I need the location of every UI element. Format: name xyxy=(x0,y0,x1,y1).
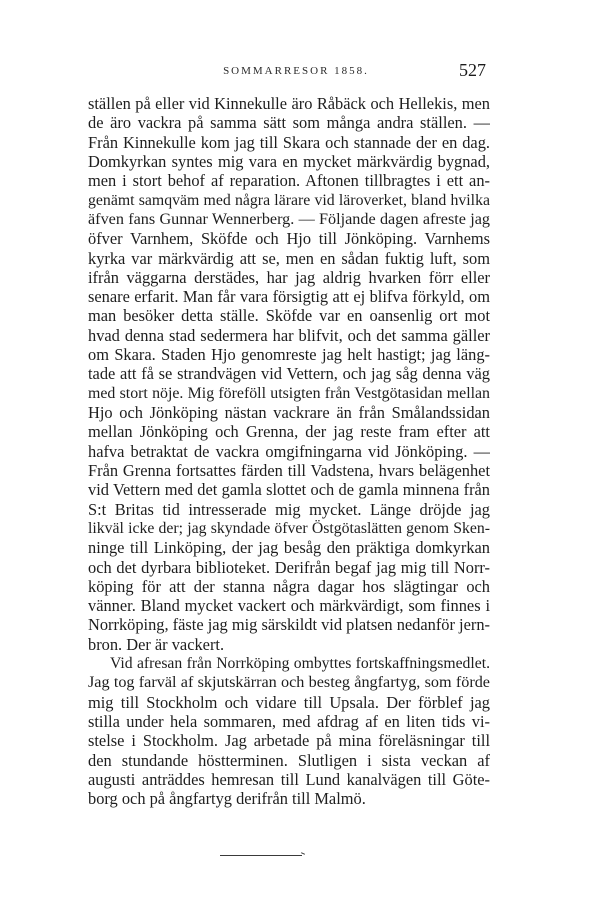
text-line: Från Grenna fortsattes färden till Vadstena, hvars belägenhet xyxy=(88,460,490,480)
text-line: stilla under hela sommaren, med afdrag af en liten tids vi- xyxy=(88,712,490,731)
text-line: man besöker detta ställe. Sköfde var en oansenlig ort mot xyxy=(88,306,490,326)
paragraph-end-line: borg och på ångfartyg derifrån till Malmö. xyxy=(88,789,366,809)
text-line: genämt samqväm med några lärare vid läroverket, bland hvilka xyxy=(88,191,490,209)
end-rule-divider xyxy=(220,855,302,856)
text-line: ifrån väggarna derstädes, har jag aldrig hvarken förr eller xyxy=(88,267,490,287)
page-number: 527 xyxy=(459,60,486,80)
text-line: Från Kinnekulle kom jag till Skara och stannade der en dag. xyxy=(88,132,490,152)
text-line: S:t Britas tid intresserade mig mycket. Länge dröjde jag xyxy=(88,499,490,519)
text-line: om Skara. Staden Hjo genomreste jag helt hastigt; jag läng- xyxy=(88,345,490,365)
text-line: den stundande höstterminen. Slutligen i sista veckan af xyxy=(88,750,490,770)
text-line: och det dyrbara biblioteket. Derifrån begaf jag mig till Norr- xyxy=(88,557,490,577)
text-line: augusti anträddes hemresan till Lund kanalvägen till Göte- xyxy=(88,769,490,789)
paragraph-first-line: Vid afresan från Norrköping ombyttes fortskaffningsmedlet. xyxy=(110,655,490,673)
text-line: hafva betraktat de vackra omgifningarna vid Jönköping. — xyxy=(88,441,490,461)
text-line: mellan Jönköping och Grenna, der jag reste fram efter att xyxy=(88,422,490,442)
text-line: ninge till Linköping, der jag besåg den präktiga domkyrkan xyxy=(88,538,490,558)
text-line: öfver Varnhem, Sköfde och Hjo till Jönköping. Varnhems xyxy=(88,229,490,249)
body-text xyxy=(88,94,490,809)
text-line: senare erfarit. Man får vara försigtig att ej blifva förkyld, om xyxy=(88,287,490,307)
text-line: tade att få se strandvägen vid Vettern, och jag såg denna väg xyxy=(88,364,490,384)
text-line: vid Vettern med det gamla slottet och de gamla minnena från xyxy=(88,480,490,500)
text-line: stelse i Stockholm. Jag arbetade på mina föreläsningar till xyxy=(88,731,490,751)
text-line: kyrka var märkvärdig att se, men en sådan fuktig luft, som xyxy=(88,248,490,268)
text-line: köping för att der stanna några dagar hos slägtingar och xyxy=(88,576,490,596)
text-line: med stort nöje. Mig föreföll utsigten från Vestgötasidan mellan xyxy=(88,384,490,402)
text-line: hvad denna stad sedermera har blifvit, och det samma gäller xyxy=(88,325,490,345)
text-line: ställen på eller vid Kinnekulle äro Råbäck och Hellekis, men xyxy=(88,94,490,113)
running-head xyxy=(0,60,592,84)
text-line: de äro vackra på samma sätt som många andra ställen. — xyxy=(88,113,490,133)
running-title: SOMMARRESOR 1858. xyxy=(223,65,369,77)
text-line: Jag tog farväl af skjutskärran och besteg ångfartyg, som förde xyxy=(88,673,490,692)
text-line: Hjo och Jönköping nästan vackrare än från Smålandssidan xyxy=(88,403,490,422)
text-line: äfven fans Gunnar Wennerberg. — Följande dagen afreste jag xyxy=(88,210,490,228)
paragraph-end-line: bron. Der är vackert. xyxy=(88,634,225,654)
text-line: mig till Stockholm och vidare till Upsala. Der förblef jag xyxy=(88,692,490,712)
text-line: men i stort behof af reparation. Aftonen tillbragtes i ett an- xyxy=(88,171,490,191)
text-line: vänner. Bland mycket vackert och märkvärdigt, som finnes i xyxy=(88,596,490,616)
text-line: Norrköping, fäste jag mig särskildt vid platsen nedanför jern- xyxy=(88,615,490,635)
text-line: Domkyrkan syntes mig vara en mycket märkvärdig bygnad, xyxy=(88,151,490,171)
text-line: likväl icke der; jag skyndade öfver Östgötaslätten genom Sken- xyxy=(88,519,490,537)
